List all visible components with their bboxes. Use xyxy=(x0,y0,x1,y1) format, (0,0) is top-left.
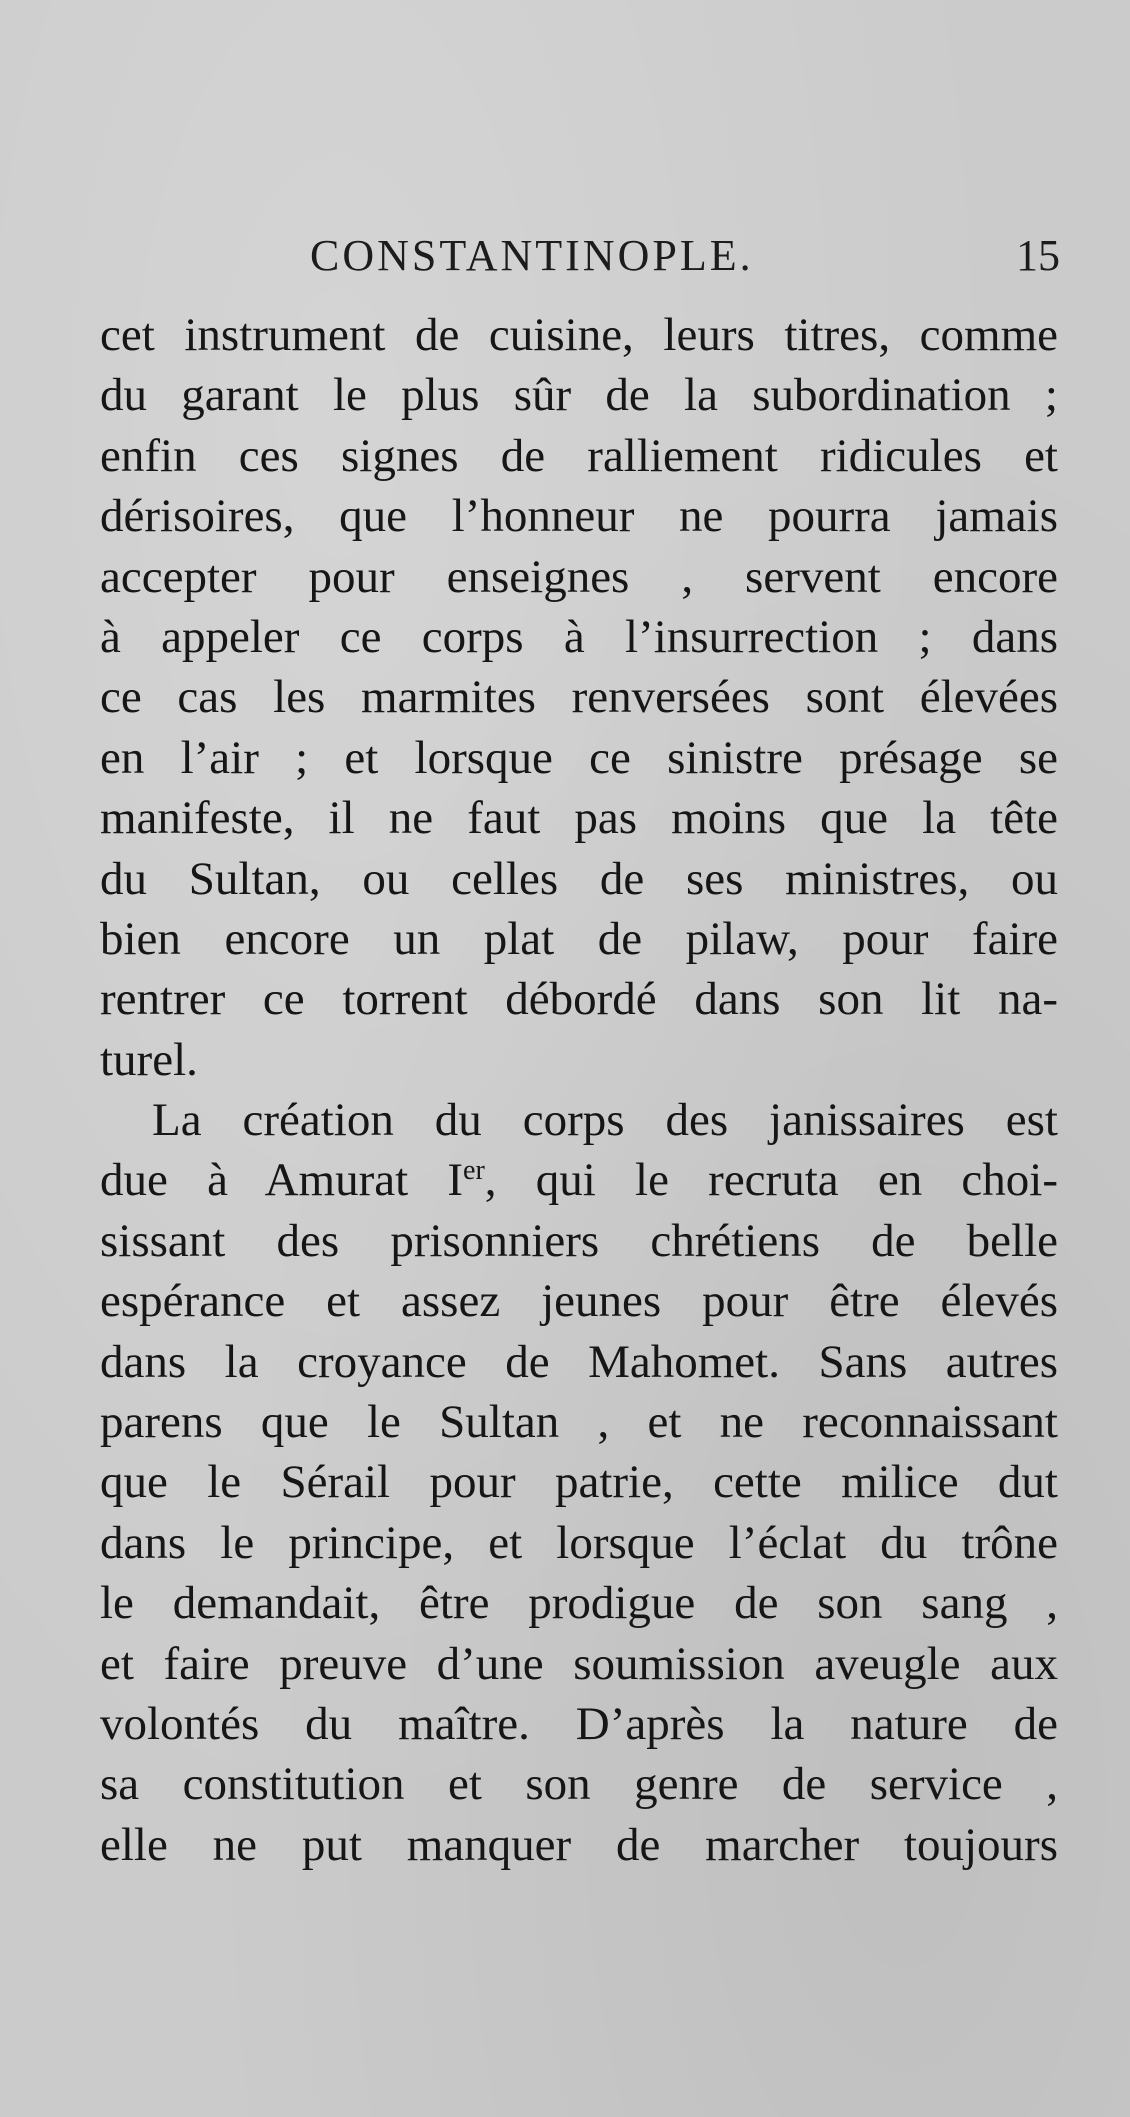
text-line: dans la croyance de Mahomet. Sans autres xyxy=(100,1335,1058,1388)
text-line: enfin ces signes de ralliement ridicules et xyxy=(100,429,1058,482)
text-line: ce cas les marmites renversées sont élevées xyxy=(100,671,1058,724)
text-line: sa constitution et son genre de service , xyxy=(100,1758,1058,1811)
text-line: parens que le Sultan , et ne reconnaissant xyxy=(100,1396,1058,1449)
text-line: volontés du maître. D’après la nature de xyxy=(100,1697,1058,1750)
text-line: manifeste, il ne faut pas moins que la tête xyxy=(100,792,1058,845)
text-line: dérisoires, que l’honneur ne pourra jamais xyxy=(100,490,1058,543)
text-line: le demandait, être prodigue de son sang , xyxy=(100,1577,1058,1630)
text-line: que le Sérail pour patrie, cette milice dut xyxy=(100,1456,1058,1509)
text-line: et faire preuve d’une soumission aveugle aux xyxy=(100,1637,1058,1690)
text-line: bien encore un plat de pilaw, pour faire xyxy=(100,912,1058,965)
text-line: du Sultan, ou celles de ses ministres, ou xyxy=(100,852,1058,905)
text-line: La création du corps des janissaires est xyxy=(152,1094,1058,1147)
text-line-with-superscript xyxy=(100,1150,1058,1210)
paragraph-1 xyxy=(100,305,1058,1090)
text-line: sissant des prisonniers chrétiens de belle xyxy=(100,1214,1058,1267)
text-line: du garant le plus sûr de la subordination ; xyxy=(100,369,1058,422)
running-header xyxy=(100,230,1060,290)
page-number: 15 xyxy=(1016,231,1060,280)
text-line: dans le principe, et lorsque l’éclat du trône xyxy=(100,1516,1058,1569)
superscript: er xyxy=(463,1155,485,1187)
text-line: rentrer ce torrent débordé dans son lit na- xyxy=(100,973,1058,1026)
text-line: à appeler ce corps à l’insurrection ; dans xyxy=(100,610,1058,663)
text-line: elle ne put manquer de marcher toujours xyxy=(100,1818,1058,1871)
text-line: espérance et assez jeunes pour être élevés xyxy=(100,1275,1058,1328)
paragraph-2 xyxy=(100,1090,1058,1875)
running-title: CONSTANTINOPLE. xyxy=(310,231,754,280)
text-line: en l’air ; et lorsque ce sinistre présage se xyxy=(100,731,1058,784)
line-segment: due à Amurat I xyxy=(100,1154,464,1207)
text-line: accepter pour enseignes , servent encore xyxy=(100,550,1058,603)
body-text xyxy=(100,305,1058,1875)
line-segment: , qui le recruta en choi- xyxy=(484,1154,1058,1207)
text-line: cet instrument de cuisine, leurs titres, comme xyxy=(100,309,1058,361)
text-line: turel. xyxy=(100,1033,198,1086)
